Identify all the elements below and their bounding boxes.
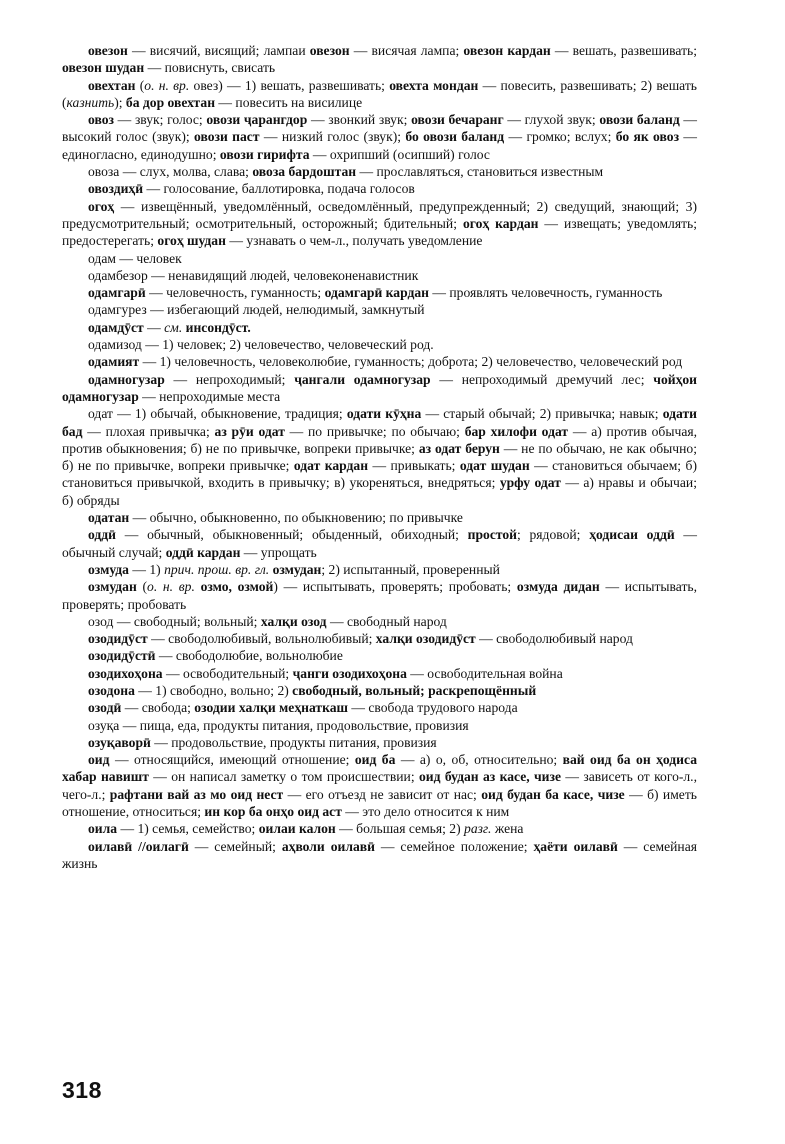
entry-headword: оилавӣ //оилагӣ — [88, 838, 189, 854]
entry-text: — повесить, развешивать; 2) вешать ( — [62, 77, 697, 110]
entry-headword: овоз — [88, 112, 114, 128]
dictionary-entry — [62, 682, 697, 699]
entry-text: ( — [136, 579, 148, 595]
entry-headword: простой — [467, 527, 517, 543]
entry-headword: озмуда — [88, 561, 129, 577]
entry-headword: бо як овоз — [615, 129, 680, 145]
dictionary-entry — [62, 371, 697, 406]
entry-text: — пища, еда, продукты питания, продовольствие, провизия — [119, 717, 469, 733]
entry-headword: бар хилофи одат — [464, 423, 569, 439]
entry-grammar-note: прич. прош. вр. гл. — [164, 561, 270, 577]
entry-text: — ненавидящий людей, человеконенавистник — [147, 267, 419, 283]
entry-text: ; 2) испытанный, проверенный — [321, 561, 500, 577]
entry-headword: озодӣ — [88, 700, 122, 716]
entry-text: — свободолюбивый народ — [475, 631, 633, 647]
entry-text: одат — [88, 406, 113, 422]
dictionary-entry — [62, 820, 697, 837]
entry-headword: озмо, озмой — [200, 579, 274, 595]
entry-text: — непроходимый дремучий лес; — [430, 371, 654, 387]
entry-text: — освободительная война — [406, 665, 563, 681]
entry-headword: озмудан — [272, 561, 322, 577]
dictionary-entry — [62, 838, 697, 873]
entry-text: — свобода трудового народа — [348, 700, 518, 716]
dictionary-entry — [62, 250, 697, 267]
entry-text: — единогласно, единодушно; — [62, 129, 697, 162]
entry-headword: оддӣ — [88, 527, 116, 543]
entry-headword: овози ҷарангдор — [206, 112, 308, 128]
dictionary-entries — [62, 42, 697, 872]
entry-text: — — [143, 319, 165, 335]
entry-headword: овезон шудан — [62, 60, 145, 76]
entry-grammar-note: о. н. вр. — [144, 77, 190, 93]
entry-text: — это дело относится к ним — [341, 804, 510, 820]
entry-text: — свободолюбие, вольнолюбие — [155, 648, 343, 664]
entry-text: — 1) человечность, человеколюбие, гуманность; доброта; 2) человечество, человеческий род — [139, 354, 683, 370]
entry-text: — семейное положение; — [374, 838, 534, 854]
dictionary-entry — [62, 77, 697, 112]
entry-text: — 1) семья, семейство; — [117, 821, 259, 837]
entry-text: — человек — [115, 250, 182, 266]
entry-text: одам — [88, 250, 116, 266]
entry-text: — повиснуть, свисать — [144, 60, 276, 76]
dictionary-entry — [62, 526, 697, 561]
dictionary-entry — [62, 353, 697, 370]
entry-text: ) — испытывать, проверять; пробовать; — [273, 579, 517, 595]
entry-text: — извещённый, уведомлённый, осведомлённый, предупрежденный; 2) сведущий, знающий; 3) предусмотрительный; осмотрительный, осторожный; бдительный; — [62, 198, 697, 231]
entry-headword: одамгарӣ кардан — [324, 285, 429, 301]
entry-headword: овезон кардан — [463, 43, 551, 58]
entry-text: — он написал заметку о том происшествии; — [148, 769, 419, 785]
entry-headword: одамгарӣ — [88, 285, 146, 301]
entry-text: — освободительный; — [162, 665, 293, 681]
entry-text: — зависеть от кого-л., чего-л.; — [62, 769, 697, 802]
entry-grammar-note: казнить — [66, 94, 115, 110]
entry-text: — его отъезд не зависит от нас; — [283, 786, 482, 802]
entry-headword: бо овози баланд — [405, 129, 505, 145]
entry-text: озуқа — [88, 717, 120, 733]
entry-grammar-note: см. — [164, 319, 183, 335]
dictionary-entry — [62, 336, 697, 353]
entry-text: — а) нравы и обычаи; б) обряды — [62, 475, 697, 508]
entry-text: — прославляться, становиться известным — [356, 164, 604, 180]
entry-headword: аз рӯи одат — [214, 423, 285, 439]
entry-text: — а) против обычая, против обыкновения; б) не по привычке, вопреки привычке; — [62, 423, 697, 456]
dictionary-entry — [62, 319, 697, 336]
entry-text: — привыкать; — [368, 458, 460, 474]
entry-headword: рафтани вай аз мо оид нест — [109, 786, 284, 802]
entry-headword: озодона — [88, 682, 135, 698]
entry-headword: озмудан — [88, 579, 137, 595]
entry-headword: овози бечаранг — [411, 112, 504, 128]
dictionary-entry — [62, 284, 697, 301]
page-number: 318 — [62, 1077, 102, 1103]
entry-text: — свободный народ — [326, 613, 447, 629]
entry-text: — звонкий звук; — [307, 112, 412, 128]
dictionary-entry — [62, 734, 697, 751]
entry-text: — непроходимые места — [138, 388, 281, 404]
dictionary-entry — [62, 111, 697, 163]
entry-headword: халқи озодидӯст — [375, 631, 476, 647]
dictionary-entry — [62, 751, 697, 820]
entry-headword: ба дор овехтан — [125, 94, 216, 110]
entry-text: одамбезор — [88, 267, 148, 283]
entry-headword: ҳодисаи оддӣ — [589, 527, 675, 543]
entry-text: ); — [114, 94, 126, 110]
entry-text: — свободный; вольный; — [113, 613, 261, 629]
entry-headword: озуқаворӣ — [88, 734, 151, 750]
entry-text: — не по обычаю, не как обычно; б) не по привычке, вопреки привычке; — [62, 440, 697, 474]
entry-text: — извещать; уведомлять; предостерегать; — [62, 215, 698, 249]
entry-headword: аз одат берун — [418, 440, 500, 456]
dictionary-entry — [62, 42, 697, 77]
entry-headword: овехта мондан — [389, 77, 479, 93]
entry-text: — по привычке; по обычаю; — [284, 423, 465, 439]
entry-headword: овоздиҳӣ — [88, 181, 144, 197]
entry-text: — низкий голос (звук); — [259, 129, 406, 145]
entry-headword: овехтан — [88, 77, 136, 93]
entry-text: — семейная жизнь — [62, 838, 697, 871]
entry-grammar-note: разг. — [464, 821, 492, 837]
entry-headword: одатан — [88, 510, 130, 526]
dictionary-entry — [62, 180, 697, 197]
entry-headword: оид будан ба касе, чизе — [481, 786, 625, 802]
entry-text: — старый обычай; 2) привычка; навык; — [421, 406, 663, 422]
entry-text: овез) — 1) вешать, развешивать; — [189, 77, 390, 93]
entry-text: — высокий голос (звук); — [62, 112, 697, 145]
entry-text: — обычный, обыкновенный; обыденный, обиходный; — [116, 527, 468, 543]
entry-headword: ҷангали одамногузар — [294, 371, 431, 387]
dictionary-entry — [62, 665, 697, 682]
entry-text: — б) иметь отношение, относиться; — [62, 786, 697, 820]
entry-headword: ин кор ба онҳо оид аст — [204, 804, 342, 820]
entry-headword: огоҳ кардан — [462, 215, 539, 231]
dictionary-entry — [62, 647, 697, 664]
entry-text: — а) о, об, относительно; — [395, 752, 563, 768]
dictionary-entry — [62, 267, 697, 284]
entry-text: одамгурез — [88, 302, 147, 318]
entry-text: — избегающий людей, нелюдимый, замкнутый — [146, 302, 425, 318]
entry-text: — голосование, баллотировка, подача голосов — [143, 181, 415, 197]
entry-text: — становиться обычаем; б) становиться привычкой, входить в привычку; в) укореняться, внедряться; — [62, 458, 697, 491]
entry-headword: оддӣ кардан — [165, 544, 241, 560]
entry-text: — семейный; — [188, 838, 282, 854]
dictionary-entry — [62, 717, 697, 734]
entry-headword: озмуда дидан — [516, 579, 600, 595]
entry-text: — человечность, гуманность; — [145, 285, 325, 301]
entry-text: одамизод — [88, 337, 142, 353]
entry-text: — относящийся, имеющий отношение; — [109, 752, 355, 768]
dictionary-entry — [62, 163, 697, 180]
entry-text: жена — [491, 821, 524, 837]
entry-text: — обычно, обыкновенно, по обыкновению; по привычке — [129, 510, 463, 526]
dictionary-entry — [62, 405, 697, 509]
entry-headword: оид будан аз касе, чизе — [418, 769, 562, 785]
entry-text: — вешать, развешивать; — [550, 43, 697, 58]
entry-text: — громко; вслух; — [504, 129, 616, 145]
entry-text: — 1) человек; 2) человечество, человеческий род. — [141, 337, 434, 353]
entry-text: — 1) обычай, обыкновение, традиция; — [112, 406, 347, 422]
entry-headword: овоза бардоштан — [252, 164, 357, 180]
entry-headword: одамдӯст — [88, 319, 144, 335]
entry-text: озод — [88, 613, 114, 629]
entry-headword: аҳволи оилавӣ — [281, 838, 375, 854]
dictionary-entry — [62, 630, 697, 647]
entry-headword: озодихоҳона — [88, 665, 163, 681]
entry-text: — свободолюбивый, вольнолюбивый; — [147, 631, 376, 647]
entry-headword: одат кардан — [293, 458, 369, 474]
entry-headword: овезон — [309, 43, 350, 58]
entry-headword: оид ба — [354, 752, 396, 768]
entry-headword: оилаи калон — [258, 821, 336, 837]
entry-text: — висячий, висящий; лампаи — [127, 43, 310, 58]
entry-text: ( — [135, 77, 145, 93]
entry-text: — 1) свободно, вольно; 2) — [134, 682, 293, 698]
entry-headword: свободный, вольный; раскрепощённый — [292, 682, 537, 698]
entry-text: — испытывать, проверять; пробовать — [62, 579, 697, 612]
entry-headword: озодидӯст — [88, 631, 148, 647]
entry-headword: одати бад — [62, 406, 697, 439]
entry-headword: одати кӯҳна — [346, 406, 422, 422]
entry-headword: ҳаёти оилавӣ — [533, 838, 618, 854]
dictionary-entry — [62, 198, 697, 250]
entry-text: — непроходимый; — [164, 371, 295, 387]
dictionary-entry — [62, 699, 697, 716]
entry-headword: урфу одат — [499, 475, 561, 491]
entry-headword: одат шудан — [459, 458, 530, 474]
dictionary-entry — [62, 578, 697, 613]
entry-text: — глухой звук; — [503, 112, 600, 128]
entry-headword: овози паст — [194, 129, 260, 145]
entry-text: — слух, молва, слава; — [119, 164, 253, 180]
entry-headword: огоҳ шудан — [157, 233, 226, 249]
entry-headword: овози гирифта — [219, 146, 310, 162]
entry-headword: овезон — [88, 43, 128, 58]
entry-headword: одамият — [88, 354, 140, 370]
entry-grammar-note: о. н. вр. — [147, 579, 195, 595]
entry-text: — проявлять человечность, гуманность — [429, 285, 663, 301]
entry-headword: оид — [88, 752, 110, 768]
entry-headword: вай оид ба он ҳодиса хабар навишт — [62, 752, 698, 785]
entry-text: — свобода; — [121, 700, 195, 716]
entry-headword: овози баланд — [599, 112, 680, 128]
entry-headword: одамногузар — [88, 371, 165, 387]
entry-text: — большая семья; 2) — [335, 821, 465, 837]
entry-text: ; рядовой; — [516, 527, 590, 543]
entry-headword: чойҳои одамногузар — [62, 371, 698, 404]
entry-text: овоза — [88, 164, 120, 180]
entry-text: — охрипший (осипший) голос — [309, 146, 490, 162]
dictionary-entry — [62, 301, 697, 318]
entry-headword: оила — [88, 821, 118, 837]
entry-text: — обычный случай; — [62, 527, 697, 560]
dictionary-entry — [62, 613, 697, 630]
entry-text: — продовольствие, продукты питания, провизия — [150, 734, 437, 750]
dictionary-entry — [62, 561, 697, 578]
entry-headword: халқи озод — [260, 613, 327, 629]
entry-text: — узнавать о чем-л., получать уведомление — [225, 233, 483, 249]
entry-text: — висячая лампа; — [349, 43, 464, 58]
entry-headword: ҷанги озодихоҳона — [292, 665, 407, 681]
entry-text: — 1) — [128, 561, 165, 577]
entry-headword: инсондӯст. — [185, 319, 251, 335]
entry-text: — плохая привычка; — [82, 423, 215, 439]
entry-headword: озодии халқи меҳнаткаш — [194, 700, 348, 716]
dictionary-entry — [62, 509, 697, 526]
entry-text: — повесить на висилице — [215, 94, 363, 110]
entry-headword: огоҳ — [88, 198, 115, 214]
entry-text: — звук; голос; — [113, 112, 207, 128]
entry-headword: озодидӯстӣ — [88, 648, 156, 664]
entry-text: — упрощать — [240, 544, 317, 560]
